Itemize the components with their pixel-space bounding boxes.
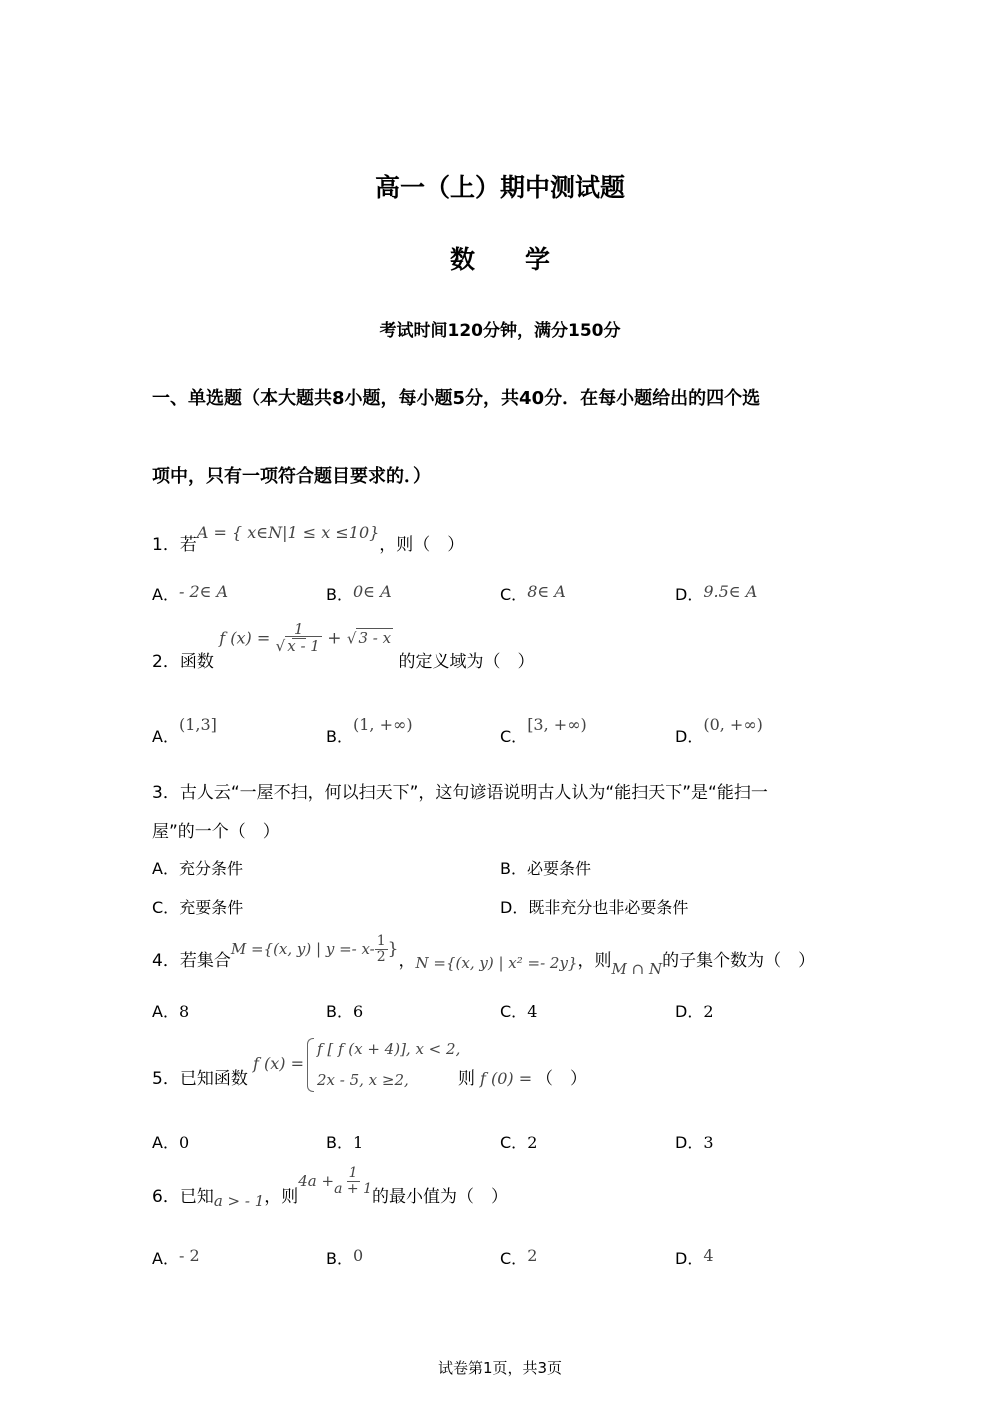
q4-frac: $\frac{1}{2}$ [376,933,386,965]
question-5-prefix: 5．已知函数 [152,1069,248,1089]
q5-brace [307,1038,314,1092]
q2-sqrt: √ 3 - x [346,629,392,648]
page-footer: 试卷第1页，共3页 [437,1359,563,1377]
q4-intersection: M ∩ N [611,960,663,979]
q3-option-a[interactable]: A．充分条件 [152,859,243,878]
q3-option-c[interactable]: C．充要条件 [152,898,244,917]
q2-option-b[interactable]: B．(1, +∞) [326,715,413,746]
q6-condition: a > - 1 [213,1192,265,1211]
q5-option-a[interactable]: A．0 [152,1133,190,1152]
q4-option-d[interactable]: D．2 [675,1002,714,1021]
q2-option-c[interactable]: C．[3, +∞) [500,715,587,746]
question-4: 4．若集合M ={(x, y) | y =- x- $\frac{1}{2}$ }，N ={(x, y) | x² =- 2y}，则M ∩ N的子集个数为（ ） [152,933,816,979]
q1-math: A = { x∈N|1 ≤ x ≤10} [196,523,380,542]
q1-option-b[interactable]: B．0∈ A [326,582,392,604]
q1-suffix: ，则（ ） [379,535,465,555]
q6-option-d[interactable]: D．4 [675,1246,714,1268]
q1-option-a[interactable]: A．- 2∈ A [152,582,229,604]
exam-title: 高一（上）期中测试题 [374,173,625,202]
q3-option-d[interactable]: D．既非充分也非必要条件 [500,898,689,917]
q6-prefix: 6．已知 [152,1187,214,1208]
q4-prefix: 4．若集合 [152,951,231,972]
q2-option-a[interactable]: A．(1,3] [152,715,217,746]
q2-lhs: f (x) = [219,628,271,648]
q4-option-c[interactable]: C．4 [500,1002,538,1021]
q4-suffix: 的子集个数为（ ） [662,951,816,972]
q2-fraction: $\frac{1}{√ x - 1}$ [275,620,320,655]
q2-option-d[interactable]: D．(0, +∞) [675,715,763,746]
question-1 [152,523,465,555]
q4-set-n: N ={(x, y) | x² =- 2y} [415,954,578,973]
q6-frac: $\frac{1}{a + 1}$ [334,1165,372,1197]
q5-suffix: （ ） [536,1069,587,1089]
section-heading-line1: 一、单选题（本大题共8小题，每小题5分，共40分．在每小题给出的四个选 [152,388,761,409]
question-3-line2: 屋”的一个（ ） [152,822,280,842]
q4-set-m: M ={(x, y) | y =- x- [230,940,375,959]
q5-option-b[interactable]: B．1 [326,1133,364,1152]
subject-title: 数 学 [449,245,550,274]
section-heading-line2: 项中，只有一项符合题目要求的．） [152,466,431,487]
q4-option-a[interactable]: A．8 [152,1002,190,1021]
q5-option-d[interactable]: D．3 [675,1133,714,1152]
question-6: 6．已知a > - 1，则4a + $\frac{1}{a + 1}$ 的最小值为（ ） [152,1165,508,1211]
q4-option-b[interactable]: B．6 [326,1002,364,1021]
q5-case2: 2x - 5, x ≥2, [317,1071,409,1089]
q6-suffix: 的最小值为（ ） [371,1187,508,1208]
q3-option-b[interactable]: B．必要条件 [500,859,591,878]
q2-suffix: 的定义域为（ ） [398,652,535,673]
question-3-line1: 3．古人云“一屋不扫，何以扫天下”，这句谚语说明古人认为“能扫天下”是“能扫一 [152,783,768,803]
q5-case1: f [ f (x + 4)], x < 2, [317,1040,461,1058]
q1-option-c[interactable]: C．8∈ A [500,582,566,604]
q6-option-a[interactable]: A．- 2 [152,1246,200,1268]
q6-option-c[interactable]: C．2 [500,1246,538,1268]
q6-expr: 4a + [298,1172,335,1191]
q1-option-d[interactable]: D．9.5∈ A [675,582,758,604]
question-2: 2．函数 f (x) = $\frac{1}{√ x - 1}$ + √ 3 - x 的定义域为（ ） [152,620,535,673]
q5-option-c[interactable]: C．2 [500,1133,538,1152]
q5-then: 则 [458,1069,475,1089]
exam-info: 考试时间120分钟，满分150分 [379,321,621,341]
q2-prefix: 2．函数 [152,652,214,673]
q1-prefix: 1．若 [152,535,197,555]
q5-ask: f (0) = [480,1069,533,1088]
q5-lhs: f (x) = [253,1054,305,1073]
q6-option-b[interactable]: B．0 [326,1246,364,1268]
